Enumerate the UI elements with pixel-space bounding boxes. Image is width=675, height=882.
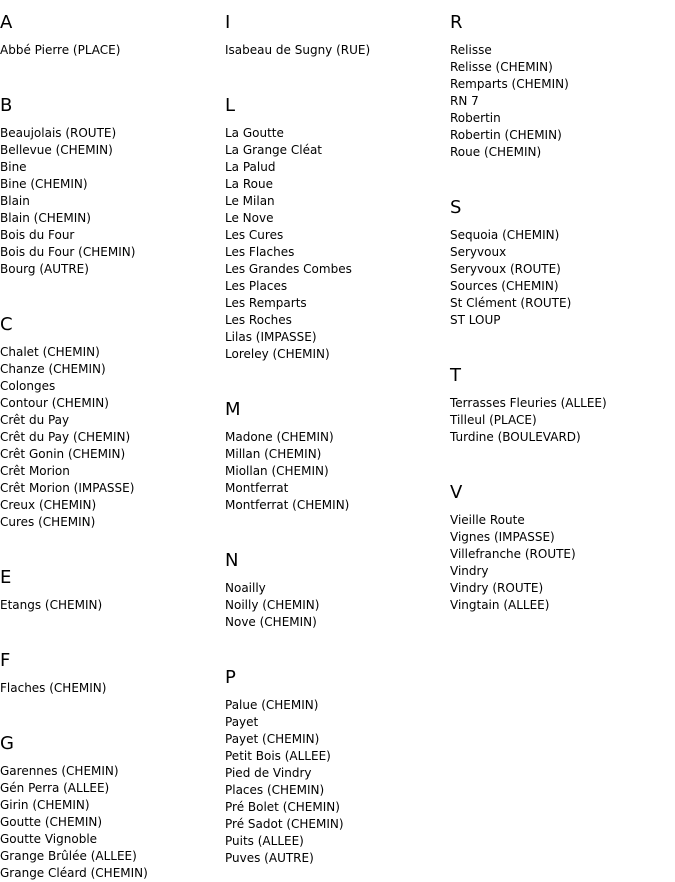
street-index-column-2: [225, 0, 445, 867]
street-list-item: Crêt Morion (IMPASSE): [0, 481, 135, 495]
street-list-item: La Roue: [225, 177, 273, 191]
street-list-item: Tilleul (PLACE): [450, 413, 537, 427]
street-list-item: Blain: [0, 194, 30, 208]
street-list-item: Palue (CHEMIN): [225, 698, 319, 712]
street-list-item: Seryvoux (ROUTE): [450, 262, 561, 276]
street-list-item: Terrasses Fleuries (ALLEE): [450, 396, 607, 410]
section-letter-heading: A: [0, 12, 13, 33]
street-list-item: Relisse: [450, 43, 492, 57]
street-list: [450, 395, 670, 446]
street-list-item: Sources (CHEMIN): [450, 279, 559, 293]
street-list-item: Pré Sadot (CHEMIN): [225, 817, 344, 831]
section-spacer: [0, 531, 220, 555]
section-e: [0, 567, 220, 638]
street-index-column-1: [0, 0, 220, 882]
street-list: [0, 344, 220, 531]
street-index-column-3: [450, 0, 670, 614]
street-list: [0, 597, 220, 614]
section-letter-heading: C: [0, 314, 13, 335]
street-list-item: Bourg (AUTRE): [0, 262, 89, 276]
section-l: [225, 95, 445, 387]
street-list: [225, 429, 445, 514]
street-list-item: Seryvoux: [450, 245, 507, 259]
street-list-item: Lilas (IMPASSE): [225, 330, 317, 344]
section-spacer: [0, 278, 220, 302]
street-list-item: Grange Cléard (CHEMIN): [0, 866, 148, 880]
street-list-item: St Clément (ROUTE): [450, 296, 572, 310]
street-list-item: Robertin: [450, 111, 501, 125]
street-list-item: Girin (CHEMIN): [0, 798, 90, 812]
street-list-item: Les Grandes Combes: [225, 262, 352, 276]
street-list-item: Abbé Pierre (PLACE): [0, 43, 121, 57]
street-list-item: Montferrat (CHEMIN): [225, 498, 350, 512]
section-spacer: [225, 59, 445, 83]
street-list: [0, 763, 220, 882]
section-letter-heading: R: [450, 12, 463, 33]
street-list-item: Vignes (IMPASSE): [450, 530, 555, 544]
street-list-item: Bine (CHEMIN): [0, 177, 88, 191]
section-letter-heading: G: [0, 733, 14, 754]
street-list-item: Nove (CHEMIN): [225, 615, 317, 629]
street-list-item: Relisse (CHEMIN): [450, 60, 553, 74]
street-list-item: Le Nove: [225, 211, 274, 225]
section-t: [450, 365, 670, 470]
street-list-item: Bois du Four (CHEMIN): [0, 245, 136, 259]
section-spacer: [450, 329, 670, 353]
street-list-item: Grange Brûlée (ALLEE): [0, 849, 137, 863]
section-letter-heading: L: [225, 95, 236, 116]
street-list-item: RN 7: [450, 94, 479, 108]
street-list-item: Payet (CHEMIN): [225, 732, 320, 746]
street-list-item: Petit Bois (ALLEE): [225, 749, 331, 763]
street-list-item: Chalet (CHEMIN): [0, 345, 100, 359]
street-list-item: La Palud: [225, 160, 276, 174]
street-list-item: Puits (ALLEE): [225, 834, 304, 848]
street-list-item: Villefranche (ROUTE): [450, 547, 576, 561]
street-list-item: Isabeau de Sugny (RUE): [225, 43, 371, 57]
street-list: [450, 227, 670, 329]
section-c: [0, 314, 220, 555]
street-list-item: Puves (AUTRE): [225, 851, 314, 865]
street-list-item: Les Roches: [225, 313, 292, 327]
section-letter-heading: N: [225, 550, 239, 571]
section-v: [450, 482, 670, 614]
street-list-item: ST LOUP: [450, 313, 501, 327]
street-list: [225, 42, 445, 59]
section-p: [225, 667, 445, 867]
street-list-item: Millan (CHEMIN): [225, 447, 322, 461]
street-list-item: Remparts (CHEMIN): [450, 77, 569, 91]
street-list-item: La Goutte: [225, 126, 284, 140]
street-list-item: Garennes (CHEMIN): [0, 764, 119, 778]
street-list-item: Cures (CHEMIN): [0, 515, 96, 529]
section-spacer: [0, 697, 220, 721]
street-list-item: Places (CHEMIN): [225, 783, 325, 797]
section-spacer: [225, 514, 445, 538]
street-list-item: Turdine (BOULEVARD): [450, 430, 581, 444]
street-list-item: Vindry: [450, 564, 489, 578]
street-list: [450, 512, 670, 614]
street-list: [225, 125, 445, 363]
section-spacer: [0, 59, 220, 83]
street-list: [0, 680, 220, 697]
section-letter-heading: B: [0, 95, 13, 116]
street-list-item: Noilly (CHEMIN): [225, 598, 320, 612]
street-list-item: Le Milan: [225, 194, 275, 208]
street-list-item: Bine: [0, 160, 27, 174]
street-list-item: Pré Bolet (CHEMIN): [225, 800, 340, 814]
section-g: [0, 733, 220, 882]
street-list-item: Creux (CHEMIN): [0, 498, 97, 512]
section-letter-heading: S: [450, 197, 462, 218]
section-s: [450, 197, 670, 353]
street-list-item: Vingtain (ALLEE): [450, 598, 550, 612]
street-list-item: Les Remparts: [225, 296, 307, 310]
section-m: [225, 399, 445, 538]
street-list-item: Les Cures: [225, 228, 284, 242]
street-list: [0, 42, 220, 59]
street-list-item: Contour (CHEMIN): [0, 396, 109, 410]
street-list: [0, 125, 220, 278]
street-list-item: Beaujolais (ROUTE): [0, 126, 117, 140]
street-list-item: Etangs (CHEMIN): [0, 598, 103, 612]
section-i: [225, 12, 445, 83]
street-list-item: Colonges: [0, 379, 56, 393]
street-list-item: Roue (CHEMIN): [450, 145, 542, 159]
section-spacer: [450, 446, 670, 470]
section-letter-heading: F: [0, 650, 11, 671]
section-r: [450, 12, 670, 185]
section-letter-heading: T: [450, 365, 461, 386]
street-list-item: Sequoia (CHEMIN): [450, 228, 560, 242]
street-list-item: Flaches (CHEMIN): [0, 681, 107, 695]
street-list-item: Bois du Four: [0, 228, 75, 242]
street-list-item: Vieille Route: [450, 513, 525, 527]
section-spacer: [225, 363, 445, 387]
street-list-item: Miollan (CHEMIN): [225, 464, 329, 478]
section-letter-heading: M: [225, 399, 241, 420]
street-list-item: Crêt Morion: [0, 464, 70, 478]
street-list-item: La Grange Cléat: [225, 143, 323, 157]
street-list-item: Noailly: [225, 581, 266, 595]
street-list-item: Les Flaches: [225, 245, 295, 259]
street-list-item: Montferrat: [225, 481, 289, 495]
section-n: [225, 550, 445, 655]
street-list-item: Crêt du Pay: [0, 413, 70, 427]
section-f: [0, 650, 220, 721]
street-list-item: Les Places: [225, 279, 288, 293]
street-list-item: Goutte Vignoble: [0, 832, 98, 846]
street-list-item: Pied de Vindry: [225, 766, 312, 780]
street-list-item: Gén Perra (ALLEE): [0, 781, 110, 795]
street-list-item: Bellevue (CHEMIN): [0, 143, 113, 157]
section-letter-heading: V: [450, 482, 463, 503]
street-list: [225, 697, 445, 867]
street-list-item: Chanze (CHEMIN): [0, 362, 106, 376]
section-letter-heading: I: [225, 12, 231, 33]
street-list-item: Vindry (ROUTE): [450, 581, 544, 595]
street-list-item: Loreley (CHEMIN): [225, 347, 330, 361]
section-spacer: [225, 631, 445, 655]
section-letter-heading: E: [0, 567, 12, 588]
street-list: [450, 42, 670, 161]
section-spacer: [0, 614, 220, 638]
section-a: [0, 12, 220, 83]
street-list-item: Payet: [225, 715, 259, 729]
section-letter-heading: P: [225, 667, 236, 688]
street-list-item: Madone (CHEMIN): [225, 430, 334, 444]
section-spacer: [450, 161, 670, 185]
street-list-item: Crêt Gonin (CHEMIN): [0, 447, 126, 461]
street-list-item: Goutte (CHEMIN): [0, 815, 103, 829]
street-list-item: Crêt du Pay (CHEMIN): [0, 430, 131, 444]
section-b: [0, 95, 220, 302]
street-list-item: Robertin (CHEMIN): [450, 128, 562, 142]
street-list-item: Blain (CHEMIN): [0, 211, 91, 225]
street-list: [225, 580, 445, 631]
